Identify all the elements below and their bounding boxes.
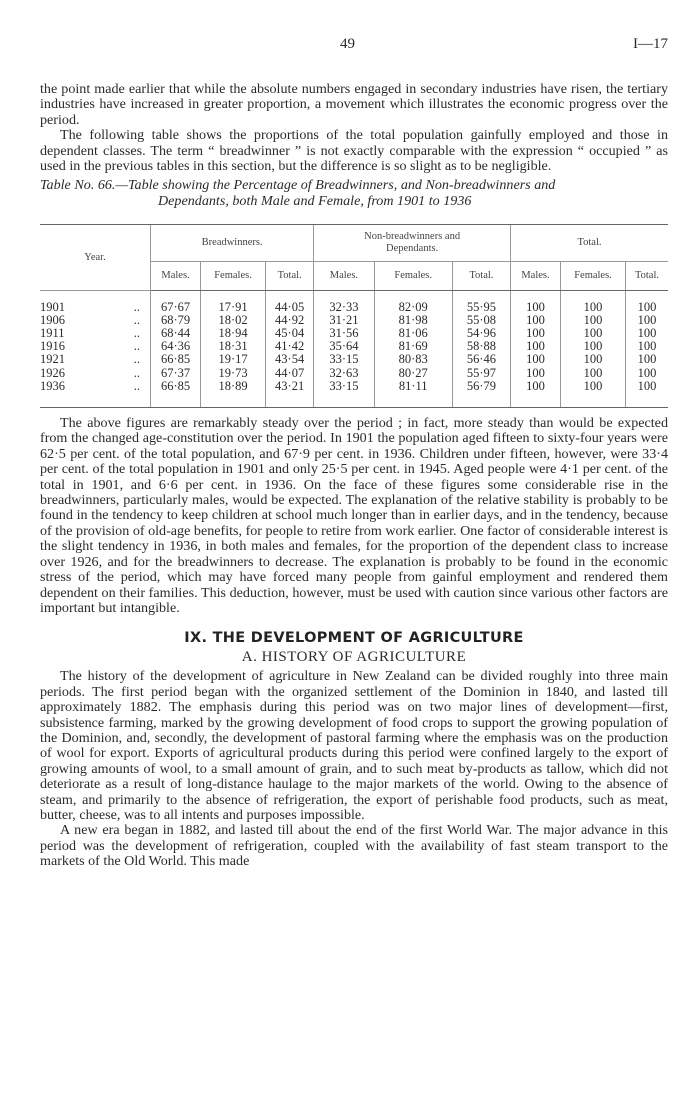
value-cell: 44·92	[266, 314, 314, 327]
leader-dots: ..	[133, 326, 140, 341]
value-cell: 100	[561, 380, 626, 408]
group-header-non-breadwinners	[314, 224, 511, 261]
history-paragraph-1: The history of the development of agriculture in New Zealand can be divided roughly into three main periods. The first period began with the organized settlement of the Dominion in 1840, and lasted till approximately 1882. The emphasis during this period was on two major lines of development—first, subsistence farming, marked by the growing development of food crops to support the growing population of the Dominion, and, secondly, the development of pastoral farming where the emphasis was on the production of wool for export. Exports of agricultural products during this period were confined largely to the export of growing amounts of wool, to a small amount of grain, and to such meat by-products as tallow, which did not deteriorate as a result of long-distance haulage to the major markets of the world. Owing to the absence of steam, and primarily to the absence of refrigeration, the export of perishable food products, such as meat, butter, cheese, was to all intents and purposes impossible.	[40, 668, 668, 823]
value-cell: 64·36	[151, 340, 201, 353]
value-cell: 100	[625, 367, 668, 380]
table-caption-line1: Table No. 66.—Table showing the Percentage of Breadwinners, and Non-breadwinners and	[40, 177, 556, 194]
subheader-total: Total.	[266, 261, 314, 290]
value-cell: 33·15	[314, 353, 374, 366]
page-header	[40, 0, 668, 52]
page-reference: I—17	[633, 36, 668, 52]
value-cell: 100	[625, 340, 668, 353]
table-row	[40, 290, 668, 314]
value-cell: 35·64	[314, 340, 374, 353]
subheader-total: Total.	[625, 261, 668, 290]
value-cell: 100	[510, 327, 560, 340]
value-cell: 55·97	[452, 367, 510, 380]
subheader-females: Females.	[561, 261, 626, 290]
group-header-non-breadwinners-text: Non-breadwinners and Dependants.	[364, 230, 461, 254]
value-cell: 41·42	[266, 340, 314, 353]
year-value: 1901	[40, 299, 65, 314]
value-cell: 81·11	[374, 380, 452, 408]
section-heading: IX. THE DEVELOPMENT OF AGRICULTURE	[184, 630, 524, 647]
value-cell: 19·73	[201, 367, 266, 380]
intro-paragraph-1: the point made earlier that while the absolute numbers engaged in secondary industries have risen, the tertiary industries have increased in greater proportion, a movement which illustrates the economic progress over the period.	[40, 81, 668, 128]
leader-dots: ..	[133, 339, 140, 354]
value-cell: 18·89	[201, 380, 266, 408]
leader-dots: ..	[133, 352, 140, 367]
year-header: Year.	[40, 224, 151, 290]
value-cell: 58·88	[452, 340, 510, 353]
subheader-males: Males.	[510, 261, 560, 290]
value-cell: 100	[561, 340, 626, 353]
table-caption-line2: Dependants, both Male and Female, from 1901 to 1936	[158, 193, 472, 210]
value-cell: 45·04	[266, 327, 314, 340]
value-cell: 82·09	[374, 290, 452, 314]
value-cell: 100	[561, 367, 626, 380]
value-cell: 44·07	[266, 367, 314, 380]
year-value: 1921	[40, 352, 65, 367]
value-cell: 68·44	[151, 327, 201, 340]
value-cell: 44·05	[266, 290, 314, 314]
year-value: 1926	[40, 365, 65, 380]
value-cell: 31·56	[314, 327, 374, 340]
value-cell: 100	[510, 380, 560, 408]
value-cell: 43·21	[266, 380, 314, 408]
value-cell: 100	[625, 353, 668, 366]
year-cell	[40, 290, 151, 314]
leader-dots: ..	[133, 365, 140, 380]
page-number: 49	[340, 36, 355, 52]
value-cell: 100	[625, 290, 668, 314]
value-cell: 55·08	[452, 314, 510, 327]
table-row	[40, 367, 668, 380]
value-cell: 55·95	[452, 290, 510, 314]
document-page	[40, 0, 668, 870]
value-cell: 66·85	[151, 353, 201, 366]
group-header-total: Total.	[510, 224, 668, 261]
value-cell: 100	[561, 314, 626, 327]
table-row	[40, 353, 668, 366]
value-cell: 18·02	[201, 314, 266, 327]
value-cell: 31·21	[314, 314, 374, 327]
value-cell: 80·83	[374, 353, 452, 366]
value-cell: 100	[510, 340, 560, 353]
value-cell: 17·91	[201, 290, 266, 314]
year-cell	[40, 353, 151, 366]
value-cell: 80·27	[374, 367, 452, 380]
value-cell: 100	[510, 314, 560, 327]
value-cell: 19·17	[201, 353, 266, 366]
value-cell: 32·33	[314, 290, 374, 314]
year-value: 1916	[40, 339, 65, 354]
value-cell: 56·79	[452, 380, 510, 408]
subheader-males: Males.	[151, 261, 201, 290]
value-cell: 81·98	[374, 314, 452, 327]
history-paragraph-2: A new era began in 1882, and lasted till about the end of the first World War. The major advance in this period was the development of refrigeration, coupled with the availability of fast steam transport to the markets of the Old World. This made	[40, 822, 668, 870]
subheader-females: Females.	[201, 261, 266, 290]
value-cell: 100	[625, 314, 668, 327]
value-cell: 43·54	[266, 353, 314, 366]
leader-dots: ..	[133, 378, 140, 393]
subheader-males: Males.	[314, 261, 374, 290]
year-cell	[40, 380, 151, 408]
value-cell: 81·69	[374, 340, 452, 353]
value-cell: 32·63	[314, 367, 374, 380]
value-cell: 66·85	[151, 380, 201, 408]
value-cell: 18·94	[201, 327, 266, 340]
value-cell: 100	[561, 353, 626, 366]
value-cell: 100	[510, 290, 560, 314]
table-caption	[40, 178, 668, 209]
year-cell	[40, 367, 151, 380]
group-header-breadwinners: Breadwinners.	[151, 224, 314, 261]
value-cell: 56·46	[452, 353, 510, 366]
year-value: 1906	[40, 312, 65, 327]
subsection-heading: A. HISTORY OF AGRICULTURE	[241, 649, 467, 666]
value-cell: 100	[510, 367, 560, 380]
subheader-total: Total.	[452, 261, 510, 290]
body-paragraph: The above figures are remarkably steady over the period ; in fact, more steady than would be expected from the changed age-constitution over the period. In 1901 the population aged fifteen to sixty-four years were 62·5 per cent. of the total population, and 67·9 per cent. in 1936. Children under fifteen, however, were 33·4 per cent. of the total population in 1901 and only 25·5 per cent. in 1945. Aged people were 4·1 per cent. of the total in 1901, and 6·6 per cent. in 1936. On the face of these figures some considerable rise in the breadwinners, particularly males, would be expected. The explanation of the relative stability is probably to be found in the tendency to keep children at school much longer than in earlier days, and in the tendency, because of the provision of old-age benefits, for people to retire from work earlier. One factor of considerable interest is the slight tendency in 1936, in both males and females, for the proportion of the dependent class to increase over 1926, and for the breadwinners to decrease. The explanation is probably to be found in the economic stress of the period, which may have forced many people from gainful employment and rendered them dependent on their families. This deduction, however, must be used with caution since various other factors are important but intangible.	[40, 415, 668, 616]
value-cell: 100	[510, 353, 560, 366]
table-row	[40, 380, 668, 408]
year-value: 1911	[40, 326, 65, 341]
value-cell: 67·37	[151, 367, 201, 380]
value-cell: 18·31	[201, 340, 266, 353]
value-cell: 68·79	[151, 314, 201, 327]
value-cell: 100	[625, 327, 668, 340]
percentage-table	[40, 224, 668, 408]
value-cell: 54·96	[452, 327, 510, 340]
value-cell: 81·06	[374, 327, 452, 340]
leader-dots: ..	[133, 312, 140, 327]
subheader-females: Females.	[374, 261, 452, 290]
value-cell: 100	[625, 380, 668, 408]
intro-paragraph-2: The following table shows the proportions of the total population gainfully employed and those in dependent classes. The term “ breadwinner ” is not exactly comparable with the expression “ occupied ” as used in the previous tables in this section, but the difference is so slight as to be negligible.	[40, 127, 668, 175]
value-cell: 33·15	[314, 380, 374, 408]
leader-dots: ..	[133, 299, 140, 314]
value-cell: 67·67	[151, 290, 201, 314]
value-cell: 100	[561, 290, 626, 314]
value-cell: 100	[561, 327, 626, 340]
year-value: 1936	[40, 378, 65, 393]
